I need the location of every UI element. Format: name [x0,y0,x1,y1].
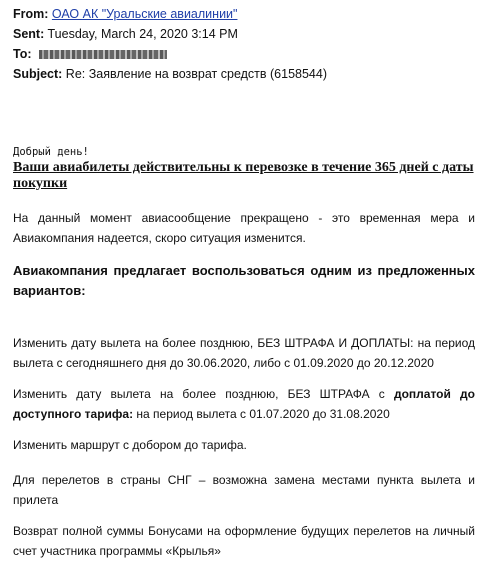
offer-heading: Авиакомпания предлагает воспользоваться одним из предложенных вариантов: [13,263,475,298]
from-sender-link[interactable]: ОАО АК "Уральские авиалинии" [51,7,238,21]
to-label: To: [13,47,32,61]
headline: Ваши авиабилеты действительны к перевозке в течение 365 дней с даты покупки [13,160,474,191]
option-2-bold: доплатой до доступного тарифа: [13,387,475,421]
subject-label: Subject: [13,67,63,81]
email-body [13,145,475,558]
option-3: Изменить маршрут с добором до тарифа. [13,438,247,452]
greeting: Добрый день! [13,146,89,158]
option-2-start: Изменить дату вылета на более позднюю, БЕЗ ШТРАФА с [13,387,394,401]
subject-text: Re: Заявление на возврат средств (6158544) [65,67,327,81]
email-header [13,4,493,84]
option-5: Возврат полной суммы Бонусами на оформление будущих перелетов на личный счет участника программы «Крылья» [13,524,475,558]
from-row [13,4,493,24]
option-2 [13,384,475,424]
sent-row [13,24,493,44]
subject-row [13,64,493,84]
to-row [13,44,493,64]
option-2-end: на период вылета с 01.07.2020 до 31.08.2020 [133,407,390,421]
redacted-recipient [39,50,167,59]
option-4: Для перелетов в страны СНГ – возможна замена местами пункта вылета и прилета [13,473,475,507]
intro-paragraph: На данный момент авиасообщение прекращено - это временная мера и Авиакомпания надеется, скоро ситуация изменится. [13,211,475,245]
option-1: Изменить дату вылета на более позднюю, БЕЗ ШТРАФА И ДОПЛАТЫ: на период вылета с сегодняшнего дня до 30.06.2020, либо с 01.09.2020 до 20.12.2020 [13,336,475,370]
sent-date: Tuesday, March 24, 2020 3:14 PM [47,27,238,41]
from-label: From: [13,7,49,21]
sent-label: Sent: [13,27,45,41]
